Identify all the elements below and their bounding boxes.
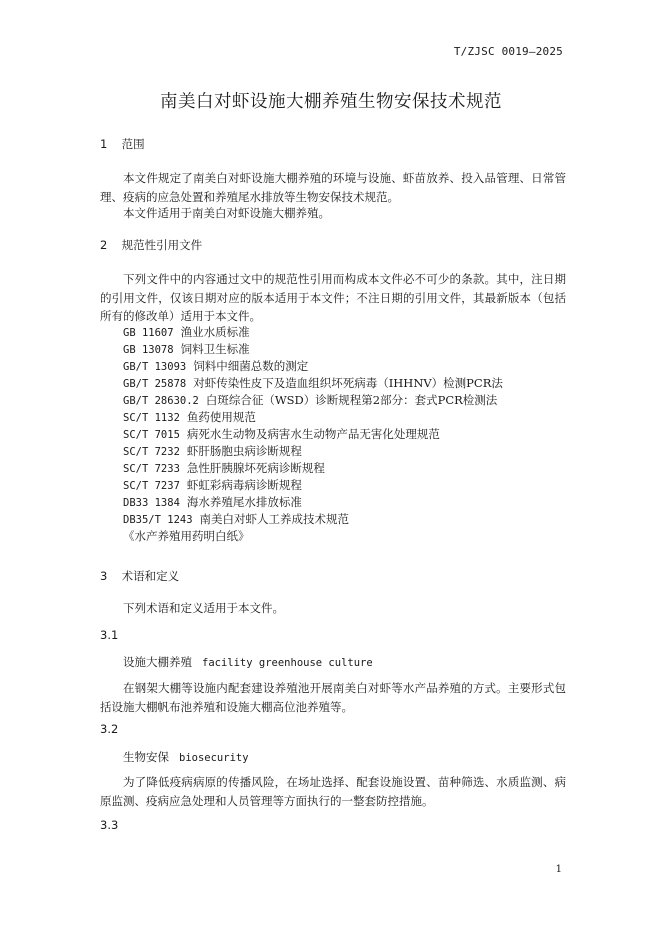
section-title: 术语和定义 <box>121 569 180 583</box>
reference-item <box>123 528 250 544</box>
reference-item <box>123 324 250 340</box>
reference-code: GB/T 13093 <box>123 361 187 373</box>
term-number: 3.1 <box>100 628 119 642</box>
reference-title: 鱼药使用规范 <box>186 410 256 424</box>
term-heading <box>123 749 249 765</box>
reference-title: 对虾传染性皮下及造血组织坏死病毒（IHHNV）检测PCR法 <box>193 376 503 390</box>
reference-item <box>123 477 302 493</box>
reference-code: DB33 1384 <box>123 497 180 509</box>
term-chinese: 设施大棚养殖 <box>123 655 192 669</box>
reference-item <box>123 511 349 527</box>
section-2-heading <box>100 237 202 253</box>
term-chinese: 生物安保 <box>123 750 169 764</box>
reference-title: 南美白对虾人工养成技术规范 <box>199 512 350 526</box>
section-3-heading <box>100 568 179 584</box>
document-title: 南美白对虾设施大棚养殖生物安保技术规范 <box>160 92 502 112</box>
terms-intro-paragraph: 下列术语和定义适用于本文件。 <box>123 601 284 615</box>
scope-paragraph-1: 本文件规定了南美白对虾设施大棚养殖的环境与设施、虾苗放养、投入品管理、日常管理、疫病的应急处置和养殖尾水排放等生物安保技术规范。 <box>100 171 566 204</box>
reference-item <box>123 392 497 408</box>
section-title: 规范性引用文件 <box>121 238 203 252</box>
section-title: 范围 <box>121 137 145 151</box>
reference-title: 虾虹彩病毒病诊断规程 <box>186 478 302 492</box>
references-intro-paragraph: 下列文件中的内容通过文中的规范性引用而构成本文件必不可少的条款。其中，注日期的引用文件，仅该日期对应的版本适用于本文件；不注日期的引用文件，其最新版本（包括所有的修改单）适用于本文件。 <box>100 272 566 323</box>
reference-code: GB 13078 <box>123 344 174 356</box>
term-english: facility greenhouse culture <box>202 657 373 669</box>
reference-item <box>123 494 302 510</box>
reference-code: SC/T 7233 <box>123 463 180 475</box>
reference-code: SC/T 1132 <box>123 412 180 424</box>
section-number: 2 <box>100 238 108 252</box>
reference-code: GB 11607 <box>123 327 174 339</box>
reference-item <box>123 409 256 425</box>
term-definition: 为了降低疫病病原的传播风险，在场址选择、配套设施设置、苗种筛选、水质监测、病原监测、疫病应急处理和人员管理等方面执行的一整套防控措施。 <box>100 775 566 808</box>
reference-title: 渔业水质标准 <box>180 325 250 339</box>
term-english: biosecurity <box>179 752 249 764</box>
reference-code: SC/T 7232 <box>123 446 180 458</box>
section-number: 3 <box>100 569 108 583</box>
reference-item <box>123 358 308 374</box>
reference-item <box>123 375 503 391</box>
reference-title: 《水产养殖用药明白纸》 <box>123 529 250 543</box>
reference-code: GB/T 28630.2 <box>123 395 199 407</box>
reference-code: SC/T 7237 <box>123 480 180 492</box>
reference-item <box>123 443 302 459</box>
term-definition: 在钢架大棚等设施内配套建设养殖池开展南美白对虾等水产品养殖的方式。主要形式包括设施大棚帆布池养殖和设施大棚高位池养殖等。 <box>100 681 566 714</box>
reference-title: 海水养殖尾水排放标准 <box>186 495 302 509</box>
reference-item <box>123 460 325 476</box>
reference-title: 饲料卫生标准 <box>180 342 250 356</box>
term-number: 3.3 <box>100 818 119 832</box>
reference-item <box>123 341 250 357</box>
reference-code: GB/T 25878 <box>123 378 187 390</box>
reference-code: DB35/T 1243 <box>123 514 193 526</box>
reference-title: 白斑综合征（WSD）诊断规程第2部分：套式PCR检测法 <box>205 393 498 407</box>
term-number: 3.2 <box>100 722 119 736</box>
standard-code-header: T/ZJSC 0019—2025 <box>453 45 563 58</box>
term-heading <box>123 654 373 670</box>
section-number: 1 <box>100 137 108 151</box>
reference-code: SC/T 7015 <box>123 429 180 441</box>
reference-title: 虾肝肠胞虫病诊断规程 <box>186 444 302 458</box>
scope-paragraph-2: 本文件适用于南美白对虾设施大棚养殖。 <box>123 206 330 220</box>
reference-title: 病死水生动物及病害水生动物产品无害化处理规范 <box>186 427 440 441</box>
reference-item <box>123 426 440 442</box>
reference-title: 急性肝胰腺坏死病诊断规程 <box>186 461 325 475</box>
reference-title: 饲料中细菌总数的测定 <box>193 359 309 373</box>
section-1-heading <box>100 136 145 152</box>
page-number: 1 <box>555 864 562 875</box>
